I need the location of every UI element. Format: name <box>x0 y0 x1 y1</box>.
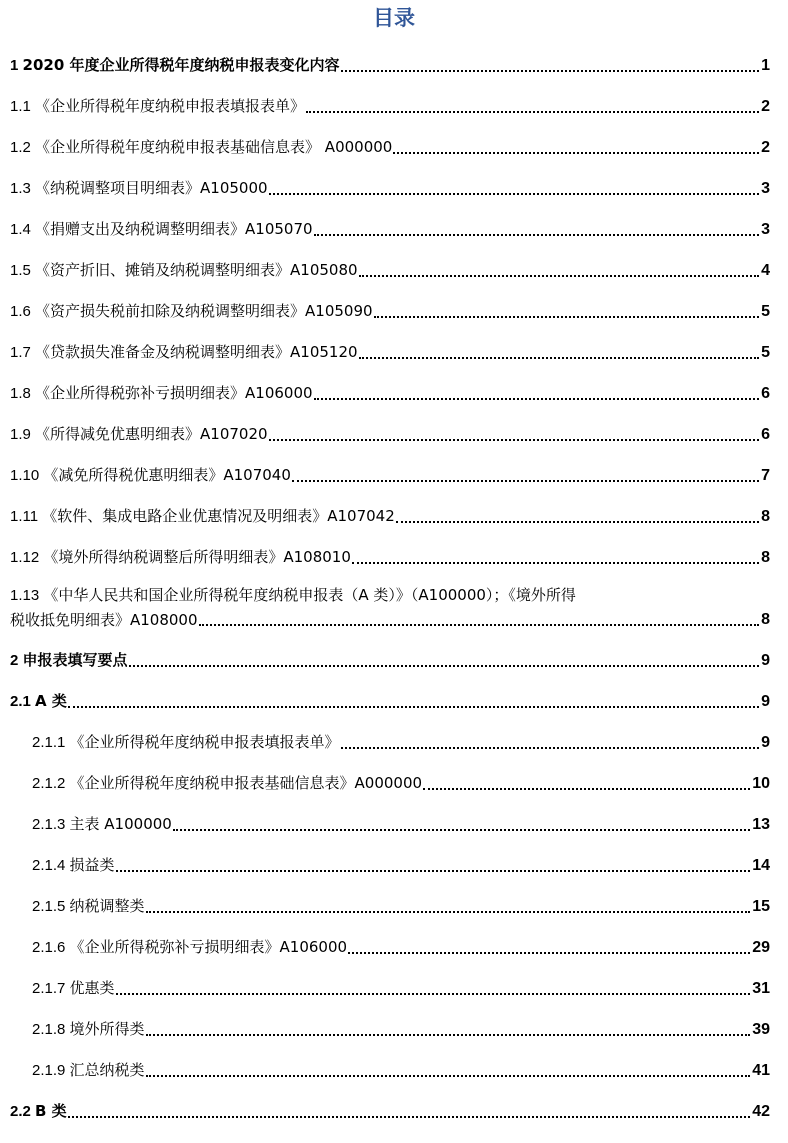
toc-entry-number: 1.10 <box>10 467 44 484</box>
dot-leader <box>341 746 760 749</box>
toc-entry-label <box>32 1019 145 1040</box>
toc-entry-label <box>10 178 268 199</box>
toc-entry[interactable] <box>0 885 788 926</box>
toc-entry[interactable] <box>0 44 788 85</box>
page-title: 目录 <box>373 6 415 30</box>
toc-entry-label <box>32 855 115 876</box>
dot-leader <box>348 951 750 954</box>
dot-leader <box>359 274 760 277</box>
toc-entry-number: 2.1 <box>10 693 36 710</box>
dot-leader <box>146 1033 751 1036</box>
dot-leader <box>116 992 751 995</box>
toc-entry[interactable] <box>0 413 788 454</box>
toc-entry-title: 《减免所得税优惠明细表》A107040 <box>43 466 291 484</box>
toc-entry[interactable] <box>0 454 788 495</box>
toc-entry-number: 2.1.2 <box>32 775 70 792</box>
toc-entry-title: 《境外所得纳税调整后所得明细表》A108010 <box>43 548 351 566</box>
toc-entry-number: 2.1.5 <box>32 898 70 915</box>
toc-entry-label <box>32 773 422 794</box>
toc-entry[interactable] <box>0 495 788 536</box>
toc-entry-number: 1.13 <box>10 587 44 604</box>
toc-entry-title: 主表 A100000 <box>69 815 172 833</box>
toc-entry-number: 1.11 <box>10 508 43 525</box>
dot-leader <box>68 705 759 708</box>
toc-entry-title: 《企业所得税弥补亏损明细表》A106000 <box>69 938 348 956</box>
toc-entry-page-number: 8 <box>761 611 770 628</box>
toc-entry-page-number: 1 <box>761 57 770 74</box>
dot-leader <box>352 561 759 564</box>
toc-entry-number: 1.4 <box>10 221 36 238</box>
toc-entry[interactable] <box>0 803 788 844</box>
toc-entry[interactable] <box>0 1049 788 1090</box>
toc-entry-title: 《纳税调整项目明细表》A105000 <box>35 179 268 197</box>
toc-entry-page-number: 29 <box>752 939 770 956</box>
toc-entry-title: 《软件、集成电路企业优惠情况及明细表》A107042 <box>42 507 395 525</box>
dot-leader <box>146 1074 751 1077</box>
dot-leader <box>396 520 759 523</box>
toc-entry-title: 2020 年度企业所得税年度纳税申报表变化内容 <box>22 56 340 74</box>
toc-entry-page-number: 3 <box>761 180 770 197</box>
toc-entry-page-number: 9 <box>761 693 770 710</box>
toc-entry[interactable] <box>0 844 788 885</box>
toc-entry-title: 《企业所得税年度纳税申报表填报表单》 <box>35 97 306 115</box>
toc-entry[interactable] <box>0 85 788 126</box>
toc-entry-page-number: 3 <box>761 221 770 238</box>
toc-entry[interactable] <box>0 536 788 577</box>
dot-leader <box>341 69 760 72</box>
dot-leader <box>292 479 759 482</box>
toc-entry-number: 1.8 <box>10 385 36 402</box>
toc-entry-title: 《贷款损失准备金及纳税调整明细表》A105120 <box>35 343 358 361</box>
toc-entry-title: A 类 <box>35 692 67 710</box>
toc-entry[interactable] <box>0 967 788 1008</box>
toc-entry[interactable] <box>0 639 788 680</box>
toc-entry-page-number: 2 <box>761 139 770 156</box>
toc-entry-number: 2.1.8 <box>32 1021 70 1038</box>
dot-leader <box>314 233 760 236</box>
toc-entry-page-number: 9 <box>761 652 770 669</box>
toc-entry-title: 损益类 <box>69 856 115 874</box>
dot-leader <box>129 664 760 667</box>
toc-entry[interactable] <box>0 577 788 639</box>
toc-entry-label <box>32 896 145 917</box>
toc-entry-page-number: 8 <box>761 508 770 525</box>
toc-entry-title: 纳税调整类 <box>69 897 145 915</box>
toc-entry-label: 税收抵免明细表》A108000 <box>10 611 198 629</box>
toc-entry-number: 2.1.1 <box>32 734 70 751</box>
toc-entry-label <box>10 219 313 240</box>
toc-entry[interactable] <box>0 331 788 372</box>
toc-entry-number: 2.2 <box>10 1103 36 1120</box>
toc-entry-label <box>10 1101 67 1122</box>
toc-entry-title: 《资产折旧、摊销及纳税调整明细表》A105080 <box>35 261 358 279</box>
toc-entry-page-number: 41 <box>752 1062 770 1079</box>
dot-leader <box>146 910 751 913</box>
toc-entry-page-number: 14 <box>752 857 770 874</box>
toc-entry-label <box>10 301 373 322</box>
toc-entry-title: 《企业所得税弥补亏损明细表》A106000 <box>35 384 313 402</box>
toc-entry[interactable] <box>0 721 788 762</box>
toc-entry-number: 1.6 <box>10 303 36 320</box>
toc-entry-title: 优惠类 <box>69 979 115 997</box>
toc-entry-label <box>32 732 340 753</box>
toc-entry-page-number: 15 <box>752 898 770 915</box>
toc-entry-title: 《企业所得税年度纳税申报表基础信息表》 A000000 <box>35 138 393 156</box>
toc-entry-number: 2.1.6 <box>32 939 70 956</box>
toc-entry-number: 1.5 <box>10 262 36 279</box>
toc-entry-page-number: 31 <box>752 980 770 997</box>
toc-entry[interactable] <box>0 249 788 290</box>
toc-entry-page-number: 8 <box>761 549 770 566</box>
dot-leader <box>393 151 759 154</box>
toc-entry-title: 申报表填写要点 <box>22 651 128 669</box>
dot-leader <box>306 110 759 113</box>
toc-entry-number: 1.3 <box>10 180 36 197</box>
toc-entry-page-number: 39 <box>752 1021 770 1038</box>
toc-entry-page-number: 10 <box>752 775 770 792</box>
toc-entry-number: 1.7 <box>10 344 36 361</box>
toc-entry-number: 2 <box>10 652 23 669</box>
dot-leader <box>173 828 750 831</box>
toc-entry[interactable] <box>0 762 788 803</box>
toc-entry-label <box>10 260 358 281</box>
toc-entry-page-number: 7 <box>761 467 770 484</box>
dot-leader <box>423 787 750 790</box>
dot-leader <box>359 356 760 359</box>
toc-entry-page-number: 5 <box>761 303 770 320</box>
dot-leader <box>374 315 760 318</box>
toc-entry-label <box>32 937 347 958</box>
toc-entry-title: 境外所得类 <box>69 1020 145 1038</box>
toc-entry-number: 1.1 <box>10 98 36 115</box>
toc-entry[interactable] <box>0 1090 788 1131</box>
toc-entry-title: 《中华人民共和国企业所得税年度纳税申报表（A 类）》（A100000）；《境外所得 <box>43 586 576 604</box>
toc-entry-page-number: 4 <box>761 262 770 279</box>
toc-entry-number: 2.1.4 <box>32 857 70 874</box>
toc-entry-title: 汇总纳税类 <box>69 1061 145 1079</box>
toc-entry-label <box>10 465 291 486</box>
toc-entry-number: 1.2 <box>10 139 36 156</box>
toc-entry-title: B 类 <box>35 1102 67 1120</box>
toc-entry-label <box>10 691 67 712</box>
toc-entry-number: 1.9 <box>10 426 36 443</box>
toc-entry-label <box>32 978 115 999</box>
dot-leader <box>116 869 751 872</box>
toc-entry-page-number: 5 <box>761 344 770 361</box>
dot-leader <box>199 623 760 626</box>
toc-entry-label <box>10 650 128 671</box>
toc-entry-text-line1 <box>10 585 770 606</box>
toc-entry[interactable] <box>0 926 788 967</box>
toc-entry-title: 《所得减免优惠明细表》A107020 <box>35 425 268 443</box>
toc-entry-page-number: 42 <box>752 1103 770 1120</box>
toc-entry-page-number: 6 <box>761 385 770 402</box>
toc-entry-page-number: 13 <box>752 816 770 833</box>
dot-leader <box>314 397 760 400</box>
toc-entry-label <box>32 814 172 835</box>
toc-entry-number: 1.12 <box>10 549 44 566</box>
toc-entry-number: 1 <box>10 57 23 74</box>
toc-entry-title: 《捐赠支出及纳税调整明细表》A105070 <box>35 220 313 238</box>
toc-entry-label <box>10 342 358 363</box>
toc-entry-number: 2.1.7 <box>32 980 70 997</box>
toc-entry-number: 2.1.9 <box>32 1062 70 1079</box>
toc-entry[interactable] <box>0 208 788 249</box>
toc-entry-label <box>10 96 305 117</box>
toc-entry-number: 2.1.3 <box>32 816 70 833</box>
toc-entry[interactable] <box>0 126 788 167</box>
toc-entry-label <box>32 1060 145 1081</box>
toc-entry-label <box>10 506 395 527</box>
toc-entry-page-number: 2 <box>761 98 770 115</box>
toc-entry-label <box>10 424 268 445</box>
dot-leader <box>68 1115 751 1118</box>
toc-entry-title: 《企业所得税年度纳税申报表基础信息表》A000000 <box>69 774 423 792</box>
toc-entry-title: 《资产损失税前扣除及纳税调整明细表》A105090 <box>35 302 373 320</box>
toc-entry[interactable] <box>0 372 788 413</box>
toc-entry-label <box>10 137 392 158</box>
toc-entry-page-number: 6 <box>761 426 770 443</box>
toc-entry-page-number: 9 <box>761 734 770 751</box>
toc-entry-label <box>10 55 340 76</box>
toc-entry-label <box>10 547 351 568</box>
dot-leader <box>269 438 760 441</box>
toc-entry[interactable] <box>0 680 788 721</box>
toc-entry[interactable] <box>0 167 788 208</box>
toc-entry-title: 《企业所得税年度纳税申报表填报表单》 <box>69 733 340 751</box>
dot-leader <box>269 192 760 195</box>
toc-entry[interactable] <box>0 290 788 331</box>
toc-entry[interactable] <box>0 1008 788 1049</box>
toc-entry-label <box>10 383 313 404</box>
